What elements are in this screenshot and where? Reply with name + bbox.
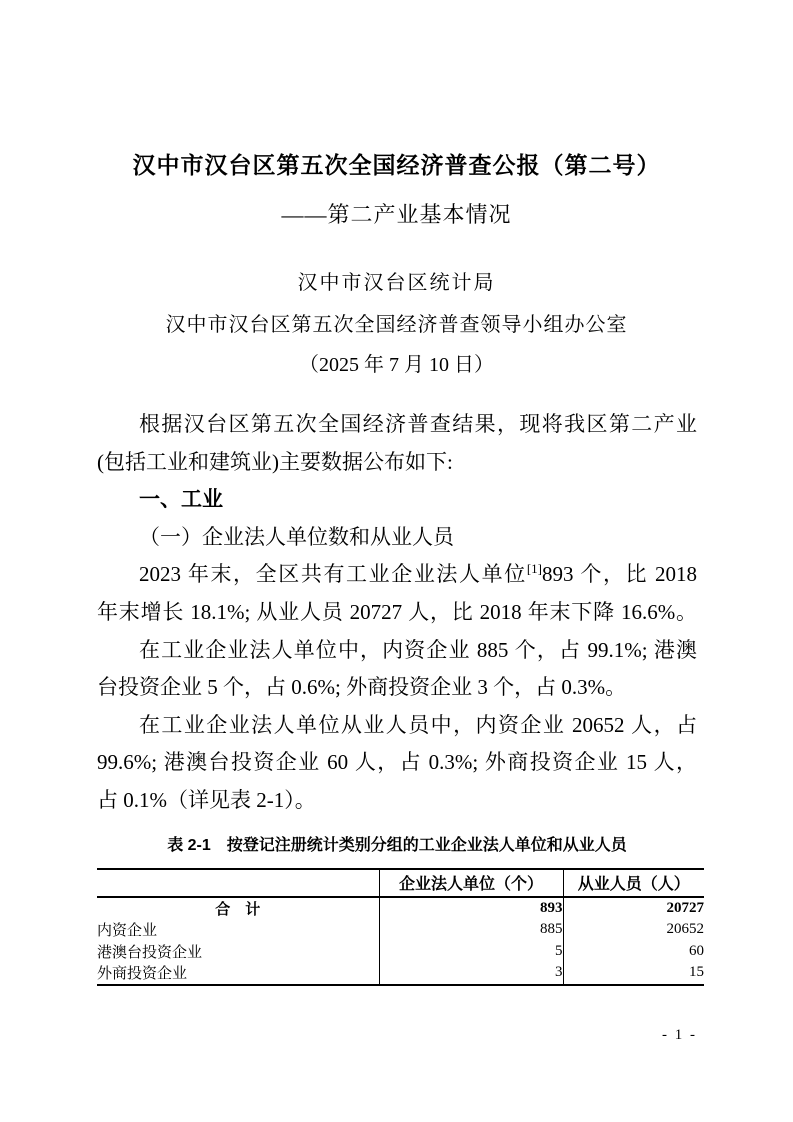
issuer-line-2: 汉中市汉台区第五次全国经济普查领导小组办公室 <box>165 314 628 336</box>
para-3-line-2: 99.6%; 港澳台投资企业 60 人，占 0.3%; 外商投资企业 15 人， <box>97 750 697 775</box>
col-header-legal-units: 企业法人单位（个） <box>379 869 563 897</box>
table-row <box>97 962 704 985</box>
table-body <box>97 897 704 985</box>
section-1-heading: 一、工业 <box>139 488 223 512</box>
legal-units-cell: 3 <box>379 962 563 985</box>
legal-units-cell: 5 <box>379 941 563 963</box>
employees-cell: 15 <box>563 962 704 985</box>
employees-cell: 60 <box>563 941 704 963</box>
row-label-cell: 外商投资企业 <box>97 962 379 985</box>
intro-line-2: (包括工业和建筑业)主要数据公布如下: <box>97 449 453 474</box>
date-line: （2025 年 7 月 10 日） <box>299 354 494 376</box>
page-number: - 1 - <box>662 1027 697 1043</box>
table-row <box>97 919 704 941</box>
doc-subtitle: ——第二产业基本情况 <box>281 202 512 227</box>
table-header-row <box>97 869 704 897</box>
col-header-category <box>97 869 379 897</box>
intro-line-1: 根据汉台区第五次全国经济普查结果，现将我区第二产业 <box>139 412 697 436</box>
issuer-line-1: 汉中市汉台区统计局 <box>297 272 496 294</box>
subsection-1-heading: （一）企业法人单位数和从业人员 <box>139 524 454 549</box>
col-header-employees: 从业人员（人） <box>563 869 704 897</box>
legal-units-cell: 893 <box>379 897 563 920</box>
row-label-cell: 内资企业 <box>97 923 158 940</box>
stats-table <box>97 868 704 986</box>
para-3-line-3: 占 0.1%（详见表 2-1）。 <box>97 787 316 812</box>
para-1-line-2: 年末增长 18.1%; 从业人员 20727 人，比 2018 年末下降 16.6%。 <box>97 599 697 624</box>
legal-units-cell: 885 <box>379 919 563 941</box>
employees-cell: 20652 <box>563 919 704 941</box>
para-2-line-2: 台投资企业 5 个，占 0.6%; 外商投资企业 3 个，占 0.3%。 <box>97 675 627 700</box>
body-text <box>97 406 697 820</box>
footnote-ref: [1] <box>526 561 543 577</box>
employees-cell: 20727 <box>563 897 704 920</box>
doc-title: 汉中市汉台区第五次全国经济普查公报（第二号） <box>132 153 661 178</box>
table-row <box>97 897 704 920</box>
para-1-line-1: 2023 年末，全区共有工业企业法人单位[1]893 个，比 2018 <box>139 561 698 587</box>
row-label-cell: 合 计 <box>215 901 261 918</box>
para-2-line-1: 在工业企业法人单位中，内资企业 885 个，占 99.1%; 港澳 <box>139 637 697 662</box>
row-label-cell: 港澳台投资企业 <box>97 944 203 961</box>
table-caption: 表 2-1 按登记注册统计类别分组的工业企业法人单位和从业人员 <box>167 836 627 854</box>
para-3-line-1: 在工业企业法人单位从业人员中，内资企业 20652 人，占 <box>139 712 697 737</box>
table-row <box>97 941 704 963</box>
